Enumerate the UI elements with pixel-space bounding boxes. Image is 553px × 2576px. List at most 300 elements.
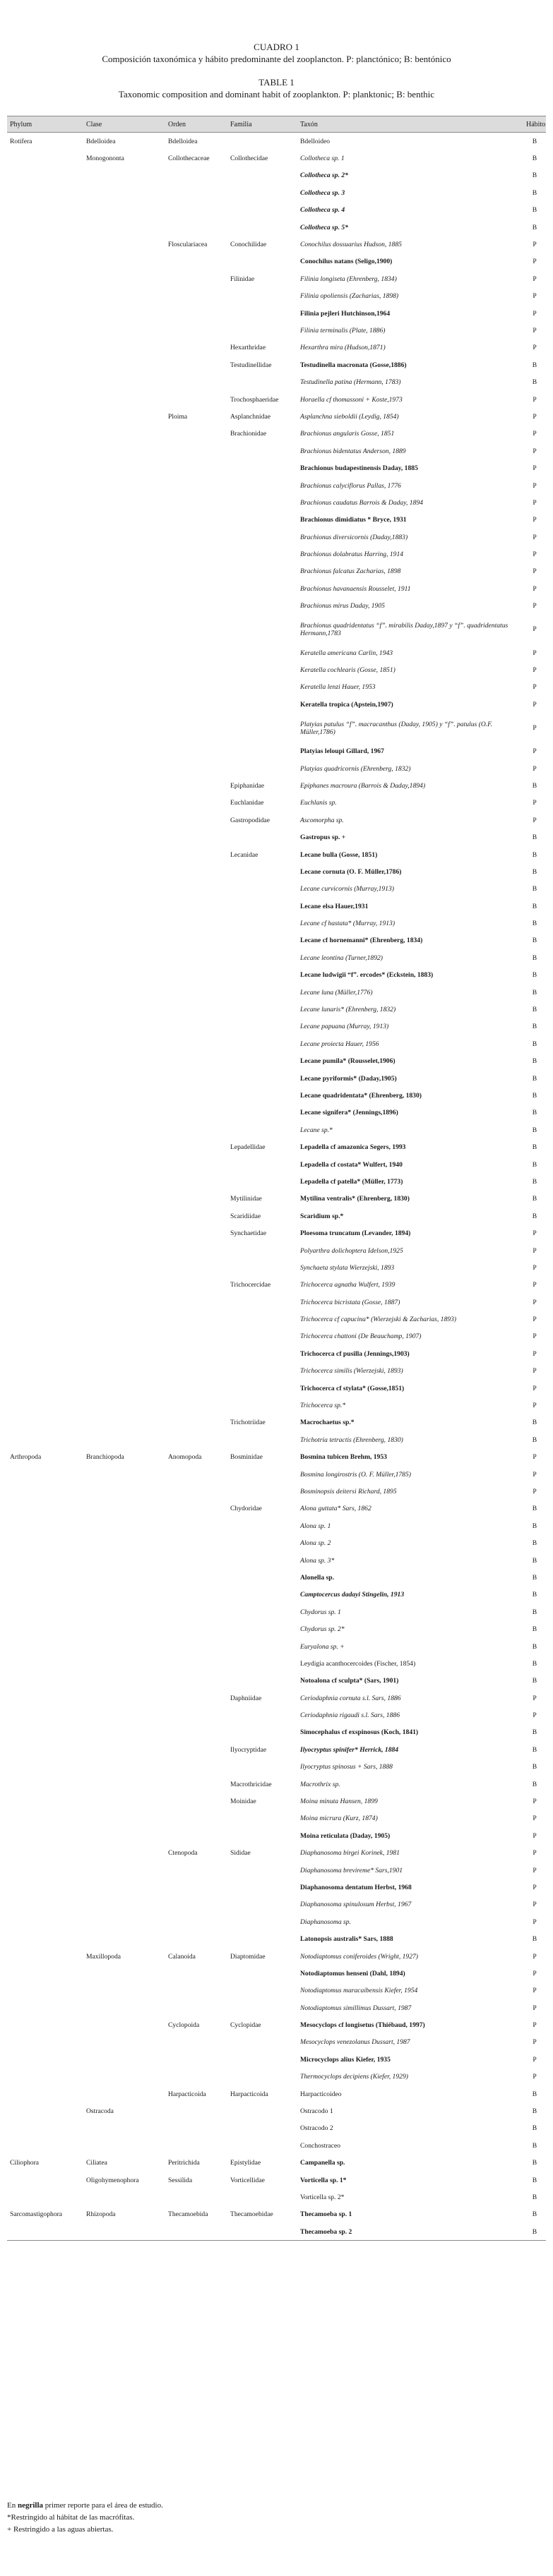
table-row bbox=[7, 1534, 546, 1551]
cell-family bbox=[227, 1242, 297, 1259]
cell-phylum bbox=[7, 661, 83, 678]
cell-habit: B bbox=[532, 937, 537, 945]
cell-phylum bbox=[7, 305, 83, 322]
cell-habit: B bbox=[532, 953, 537, 962]
cell-family bbox=[227, 615, 297, 644]
cell-habit: B bbox=[532, 1608, 537, 1616]
cell-phylum bbox=[7, 812, 83, 829]
cell-taxon: Diaphanosoma dentatum Herbst, 1968 bbox=[300, 1883, 412, 1891]
table-row bbox=[7, 563, 546, 580]
cell-order: Ctenopoda bbox=[168, 1849, 198, 1858]
cell-order bbox=[165, 644, 227, 661]
cell-habit: B bbox=[532, 1419, 537, 1427]
table-row bbox=[7, 1603, 546, 1620]
cell-order bbox=[165, 270, 227, 287]
cell-family bbox=[227, 305, 297, 322]
cell-habit: P bbox=[533, 724, 537, 732]
cell-order bbox=[165, 1690, 227, 1707]
table-row bbox=[7, 2189, 546, 2205]
cell-family bbox=[227, 512, 297, 529]
cell-class bbox=[83, 356, 165, 373]
cell-taxon: Hexarthra mira (Hudson,1871) bbox=[300, 344, 386, 352]
cell-class bbox=[83, 2069, 165, 2086]
cell-phylum bbox=[7, 1673, 83, 1690]
cell-taxon: Lepadella cf patella* (Müller, 1773) bbox=[300, 1177, 403, 1186]
cell-family bbox=[227, 1363, 297, 1380]
cell-order bbox=[165, 984, 227, 1001]
cell-habit: P bbox=[533, 1246, 537, 1255]
cell-taxon: Alona sp. 1 bbox=[300, 1522, 331, 1530]
cell-taxon: Keratella cochlearis (Gosse, 1851) bbox=[300, 666, 396, 675]
cell-habit: P bbox=[533, 764, 537, 773]
cell-taxon: Collotheca sp. 1 bbox=[300, 155, 345, 163]
cell-order bbox=[165, 2034, 227, 2051]
cell-habit: P bbox=[533, 666, 537, 675]
cell-phylum bbox=[7, 1156, 83, 1173]
cell-taxon: Trichocerca similis (Wierzejski, 1893) bbox=[300, 1367, 403, 1376]
cell-family: Ilyocryptidae bbox=[230, 1745, 267, 1754]
cell-phylum bbox=[7, 322, 83, 339]
cell-family bbox=[227, 598, 297, 615]
cell-taxon: Brachionus havanaensis Rousselet, 1911 bbox=[300, 584, 411, 593]
cell-family bbox=[227, 1620, 297, 1637]
cell-class bbox=[83, 512, 165, 529]
cell-habit: P bbox=[533, 649, 537, 657]
cell-phylum bbox=[7, 1466, 83, 1483]
cell-family bbox=[227, 2189, 297, 2205]
table-row bbox=[7, 1259, 546, 1276]
cell-taxon: Lecane lunaris* (Ehrenberg, 1832) bbox=[300, 1006, 396, 1014]
cell-habit: P bbox=[533, 241, 537, 249]
cell-class bbox=[83, 219, 165, 236]
cell-class bbox=[83, 236, 165, 253]
table-row bbox=[7, 1827, 546, 1844]
cell-taxon: Alonella sp. bbox=[300, 1573, 334, 1582]
cell-order bbox=[165, 2102, 227, 2119]
cell-taxon: Polyarthra dolichoptera Idelson,1925 bbox=[300, 1246, 403, 1255]
cell-order bbox=[165, 512, 227, 529]
cell-order bbox=[165, 1500, 227, 1517]
cell-taxon: Lecane pumila* (Rousselet,1906) bbox=[300, 1057, 396, 1066]
cell-phylum bbox=[7, 167, 83, 184]
cell-order bbox=[165, 1483, 227, 1500]
cell-order bbox=[165, 477, 227, 494]
cell-family: Chydoridae bbox=[230, 1505, 262, 1513]
cell-class bbox=[83, 615, 165, 644]
cell-order bbox=[165, 2069, 227, 2086]
table-row bbox=[7, 615, 546, 644]
cell-class bbox=[83, 426, 165, 443]
cell-class bbox=[83, 863, 165, 880]
cell-class bbox=[83, 1242, 165, 1259]
cell-habit: P bbox=[533, 1969, 537, 1978]
cell-family bbox=[227, 1827, 297, 1844]
cell-class bbox=[83, 1845, 165, 1862]
cell-order bbox=[165, 846, 227, 863]
cell-taxon: Trichocerca sp.* bbox=[300, 1402, 346, 1410]
cell-order bbox=[165, 1035, 227, 1052]
cell-phylum bbox=[7, 339, 83, 356]
cell-class bbox=[83, 949, 165, 966]
table-row bbox=[7, 546, 546, 562]
table-row bbox=[7, 167, 546, 184]
cell-phylum bbox=[7, 184, 83, 201]
cell-class bbox=[83, 1311, 165, 1328]
cell-order bbox=[165, 1001, 227, 1018]
cell-family: Trichocercidae bbox=[230, 1281, 271, 1289]
cell-order bbox=[165, 426, 227, 443]
cell-family bbox=[227, 714, 297, 743]
cell-habit: P bbox=[533, 683, 537, 692]
cell-taxon: Keratella lenzi Hauer, 1953 bbox=[300, 683, 376, 692]
cell-class bbox=[83, 2137, 165, 2154]
cell-taxon: Euchlanis sp. bbox=[300, 799, 337, 807]
cell-habit: P bbox=[533, 1402, 537, 1410]
cell-family bbox=[227, 1673, 297, 1690]
cell-family bbox=[227, 443, 297, 459]
cell-phylum bbox=[7, 615, 83, 644]
cell-class bbox=[83, 2120, 165, 2137]
header-row bbox=[7, 116, 546, 133]
cell-class bbox=[83, 915, 165, 932]
cell-order bbox=[165, 305, 227, 322]
cell-order bbox=[165, 932, 227, 949]
cell-phylum bbox=[7, 288, 83, 305]
cell-taxon: Lecane luna (Müller,1776) bbox=[300, 988, 373, 997]
cell-taxon: Lecane proiecta Hauer, 1956 bbox=[300, 1040, 379, 1048]
cell-habit: B bbox=[532, 1780, 537, 1788]
cell-habit: P bbox=[533, 395, 537, 404]
cell-habit: P bbox=[533, 412, 537, 421]
cell-taxon: Bdelloideo bbox=[300, 137, 331, 145]
cell-family: Harpacticoida bbox=[230, 2090, 268, 2098]
cell-order bbox=[165, 714, 227, 743]
cell-class bbox=[83, 253, 165, 270]
cell-order bbox=[165, 1173, 227, 1190]
cell-class bbox=[83, 373, 165, 390]
cell-habit: B bbox=[532, 1160, 537, 1169]
cell-taxon: Leydigia acanthocercoides (Fischer, 1854) bbox=[300, 1659, 416, 1668]
cell-class bbox=[83, 1741, 165, 1758]
header-class: Clase bbox=[83, 116, 165, 133]
table-row bbox=[7, 1397, 546, 1414]
cell-class bbox=[83, 598, 165, 615]
cell-phylum bbox=[7, 1191, 83, 1208]
cell-habit: B bbox=[532, 1126, 537, 1134]
table-row bbox=[7, 1793, 546, 1810]
cell-habit: B bbox=[532, 2193, 537, 2201]
cell-class bbox=[83, 305, 165, 322]
cell-habit: B bbox=[532, 171, 537, 180]
cell-order bbox=[165, 563, 227, 580]
cell-order bbox=[165, 1827, 227, 1844]
cell-class bbox=[83, 932, 165, 949]
cell-phylum bbox=[7, 2069, 83, 2086]
cell-taxon: Testudinella patina (Hermann, 1783) bbox=[300, 378, 401, 387]
cell-phylum bbox=[7, 426, 83, 443]
cell-class bbox=[83, 1690, 165, 1707]
cell-habit: B bbox=[532, 223, 537, 231]
cell-habit: B bbox=[532, 188, 537, 197]
cell-taxon: Thermocyclops decipiens (Kiefer, 1929) bbox=[300, 2073, 408, 2081]
cell-order bbox=[165, 1414, 227, 1431]
cell-phylum bbox=[7, 1018, 83, 1035]
cell-order bbox=[165, 494, 227, 511]
cell-order bbox=[165, 1328, 227, 1345]
cell-phylum bbox=[7, 1724, 83, 1741]
table-row bbox=[7, 1845, 546, 1862]
cell-taxon: Ilyocryptus spinifer* Herrick, 1884 bbox=[300, 1745, 399, 1754]
table-row bbox=[7, 1862, 546, 1879]
cell-class bbox=[83, 2223, 165, 2241]
cell-phylum bbox=[7, 1587, 83, 1603]
cell-class bbox=[83, 391, 165, 408]
cell-class bbox=[83, 2034, 165, 2051]
cell-phylum bbox=[7, 1620, 83, 1637]
table-row bbox=[7, 714, 546, 743]
cell-family: Asplanchnidae bbox=[230, 412, 271, 421]
cell-habit: P bbox=[533, 567, 537, 576]
cell-habit: B bbox=[532, 1556, 537, 1565]
cell-family bbox=[227, 2137, 297, 2154]
cell-family: Synchaetidae bbox=[230, 1229, 267, 1238]
cell-order bbox=[165, 184, 227, 201]
cell-class bbox=[83, 2016, 165, 2033]
cell-habit: P bbox=[533, 430, 537, 438]
cell-class bbox=[83, 443, 165, 459]
cell-taxon: Diaphanosoma birgei Korinek, 1981 bbox=[300, 1849, 400, 1858]
table-row bbox=[7, 408, 546, 425]
cell-order bbox=[165, 1121, 227, 1138]
cell-family bbox=[227, 1913, 297, 1930]
cell-habit: B bbox=[532, 850, 537, 859]
cell-taxon: Ceriodaphnia rigaudi s.l. Sars, 1886 bbox=[300, 1711, 400, 1720]
cell-phylum bbox=[7, 2034, 83, 2051]
cell-phylum bbox=[7, 1862, 83, 1879]
table-row bbox=[7, 1999, 546, 2016]
cell-class bbox=[83, 1087, 165, 1104]
cell-habit: P bbox=[533, 1814, 537, 1823]
cell-taxon: Asplanchna sieboldii (Leydig, 1854) bbox=[300, 412, 399, 421]
cell-taxon: Campanella sp. bbox=[300, 2159, 345, 2167]
cell-taxon: Conochilus dossuarius Hudson, 1885 bbox=[300, 241, 402, 249]
cell-phylum bbox=[7, 512, 83, 529]
cell-phylum bbox=[7, 1638, 83, 1655]
cell-order: Harpacticoida bbox=[168, 2090, 206, 2098]
cell-order bbox=[165, 743, 227, 760]
cell-phylum bbox=[7, 795, 83, 812]
cell-family bbox=[227, 679, 297, 696]
cell-habit: P bbox=[533, 1332, 537, 1341]
header-phylum: Phylum bbox=[7, 116, 83, 133]
table-row bbox=[7, 679, 546, 696]
cell-phylum bbox=[7, 1759, 83, 1776]
cell-family bbox=[227, 863, 297, 880]
table-row bbox=[7, 253, 546, 270]
cell-phylum bbox=[7, 598, 83, 615]
cell-family: Epistylidae bbox=[230, 2159, 261, 2167]
table-row bbox=[7, 1982, 546, 1999]
cell-phylum: Ciliophora bbox=[10, 2159, 40, 2167]
cell-phylum bbox=[7, 846, 83, 863]
table-row bbox=[7, 1208, 546, 1224]
cell-order bbox=[165, 1345, 227, 1362]
cell-habit: P bbox=[533, 2004, 537, 2012]
cell-phylum bbox=[7, 1138, 83, 1155]
cell-family: Trochosphaeridae bbox=[230, 395, 279, 404]
cell-order bbox=[165, 1707, 227, 1723]
table-row bbox=[7, 812, 546, 829]
cell-order bbox=[165, 288, 227, 305]
cell-family bbox=[227, 167, 297, 184]
cell-order bbox=[165, 1776, 227, 1793]
cell-phylum bbox=[7, 1242, 83, 1259]
cell-phylum bbox=[7, 1776, 83, 1793]
cell-family bbox=[227, 1397, 297, 1414]
cell-habit: P bbox=[533, 1470, 537, 1479]
cell-habit: B bbox=[532, 1728, 537, 1737]
cell-family: Gastropodidae bbox=[230, 816, 270, 824]
cell-taxon: Thecamoeba sp. 1 bbox=[300, 2210, 352, 2219]
cell-family bbox=[227, 984, 297, 1001]
cell-habit: P bbox=[533, 1711, 537, 1720]
cell-taxon: Chydorus sp. 2* bbox=[300, 1625, 345, 1634]
cell-habit: B bbox=[532, 971, 537, 980]
cell-family: Lepadellidae bbox=[230, 1143, 266, 1152]
cell-class bbox=[83, 714, 165, 743]
cell-habit: B bbox=[532, 2141, 537, 2150]
cell-class bbox=[83, 1913, 165, 1930]
cell-class bbox=[83, 1121, 165, 1138]
cell-class bbox=[83, 1982, 165, 1999]
table-row bbox=[7, 1810, 546, 1827]
table-row bbox=[7, 1741, 546, 1758]
table-row bbox=[7, 236, 546, 253]
cell-family bbox=[227, 1930, 297, 1947]
cell-class bbox=[83, 1414, 165, 1431]
cell-habit: P bbox=[533, 1384, 537, 1392]
cell-phylum bbox=[7, 270, 83, 287]
cell-habit: B bbox=[532, 2159, 537, 2167]
cell-habit: B bbox=[532, 1745, 537, 1754]
cell-order bbox=[165, 459, 227, 476]
cell-class bbox=[83, 1294, 165, 1311]
cell-taxon: Moina reticulata (Daday, 1905) bbox=[300, 1831, 391, 1840]
cell-taxon: Ostracodo 1 bbox=[300, 2107, 333, 2116]
cell-family bbox=[227, 743, 297, 760]
table-row bbox=[7, 2172, 546, 2189]
caption-title-es: Composición taxonómica y hábito predominante del zooplancton. P: planctónico; B: bentónico bbox=[102, 54, 451, 64]
cell-class bbox=[83, 408, 165, 425]
cell-phylum bbox=[7, 150, 83, 167]
cell-habit: P bbox=[533, 1831, 537, 1840]
cell-taxon: Collotheca sp. 5* bbox=[300, 223, 348, 231]
cell-habit: B bbox=[532, 2210, 537, 2219]
cell-taxon: Ostracodo 2 bbox=[300, 2124, 333, 2133]
cell-order bbox=[165, 1053, 227, 1070]
cell-class bbox=[83, 270, 165, 287]
cell-taxon: Brachionus calyciflorus Pallas, 1776 bbox=[300, 481, 401, 490]
cell-order bbox=[165, 1259, 227, 1276]
table-row bbox=[7, 133, 546, 150]
cell-habit: B bbox=[532, 1677, 537, 1685]
cell-taxon: Lecane cornuta (O. F. Müller,1786) bbox=[300, 867, 402, 876]
cell-habit: B bbox=[532, 920, 537, 928]
cell-phylum bbox=[7, 1070, 83, 1087]
table-row bbox=[7, 2206, 546, 2223]
cell-phylum bbox=[7, 443, 83, 459]
table-row bbox=[7, 1552, 546, 1569]
cell-class bbox=[83, 760, 165, 777]
cell-order bbox=[165, 829, 227, 845]
cell-order: Calanoida bbox=[168, 1952, 196, 1961]
cell-taxon: Lecane leontina (Turner,1892) bbox=[300, 953, 383, 962]
cell-family bbox=[227, 1724, 297, 1741]
cell-class bbox=[83, 1191, 165, 1208]
cell-order bbox=[165, 1620, 227, 1637]
table-row bbox=[7, 1948, 546, 1965]
cell-order bbox=[165, 1208, 227, 1224]
cell-class bbox=[83, 846, 165, 863]
cell-class bbox=[83, 1879, 165, 1896]
cell-taxon: Bosmina tubicen Brehm, 1953 bbox=[300, 1453, 387, 1462]
cell-taxon: Lecane signifera* (Jennings,1896) bbox=[300, 1109, 398, 1117]
cell-habit: B bbox=[532, 1642, 537, 1651]
table-row bbox=[7, 1431, 546, 1448]
cell-class bbox=[83, 322, 165, 339]
cell-taxon: Diaphanosoma sp. bbox=[300, 1918, 351, 1926]
table-row bbox=[7, 949, 546, 966]
cell-order: Sessilida bbox=[168, 2176, 193, 2184]
cell-habit: B bbox=[532, 361, 537, 369]
cell-family bbox=[227, 546, 297, 562]
cell-taxon: Brachionus caudatus Barrois & Daday, 1894 bbox=[300, 498, 423, 507]
table-row bbox=[7, 150, 546, 167]
table-row bbox=[7, 1913, 546, 1930]
cell-phylum bbox=[7, 2137, 83, 2154]
cell-phylum bbox=[7, 949, 83, 966]
cell-order bbox=[165, 219, 227, 236]
cell-taxon: Alona sp. 3* bbox=[300, 1556, 335, 1565]
table-row bbox=[7, 1879, 546, 1896]
cell-habit: B bbox=[532, 206, 537, 215]
cell-order bbox=[165, 580, 227, 597]
cell-family bbox=[227, 1121, 297, 1138]
cell-order bbox=[165, 679, 227, 696]
cell-habit: B bbox=[532, 1436, 537, 1444]
table-row bbox=[7, 2137, 546, 2154]
cell-class bbox=[83, 546, 165, 562]
table-row bbox=[7, 1620, 546, 1637]
cell-class bbox=[83, 477, 165, 494]
cell-taxon: Macrochaetus sp.* bbox=[300, 1419, 355, 1427]
cell-habit: P bbox=[533, 2038, 537, 2047]
table-row bbox=[7, 1483, 546, 1500]
cell-family: Cyclopidae bbox=[230, 2021, 261, 2030]
cell-order bbox=[165, 1999, 227, 2016]
cell-phylum bbox=[7, 2051, 83, 2068]
cell-class bbox=[83, 1431, 165, 1448]
table-row bbox=[7, 696, 546, 713]
cell-class bbox=[83, 1776, 165, 1793]
cell-phylum bbox=[7, 1517, 83, 1534]
cell-class bbox=[83, 288, 165, 305]
cell-phylum bbox=[7, 1655, 83, 1672]
cell-phylum bbox=[7, 477, 83, 494]
cell-taxon: Lepadella cf amazonica Segers, 1993 bbox=[300, 1143, 406, 1152]
cell-taxon: Brachionus dolabratus Harring, 1914 bbox=[300, 550, 404, 559]
cell-taxon: Vorticella sp. 2* bbox=[300, 2193, 345, 2201]
